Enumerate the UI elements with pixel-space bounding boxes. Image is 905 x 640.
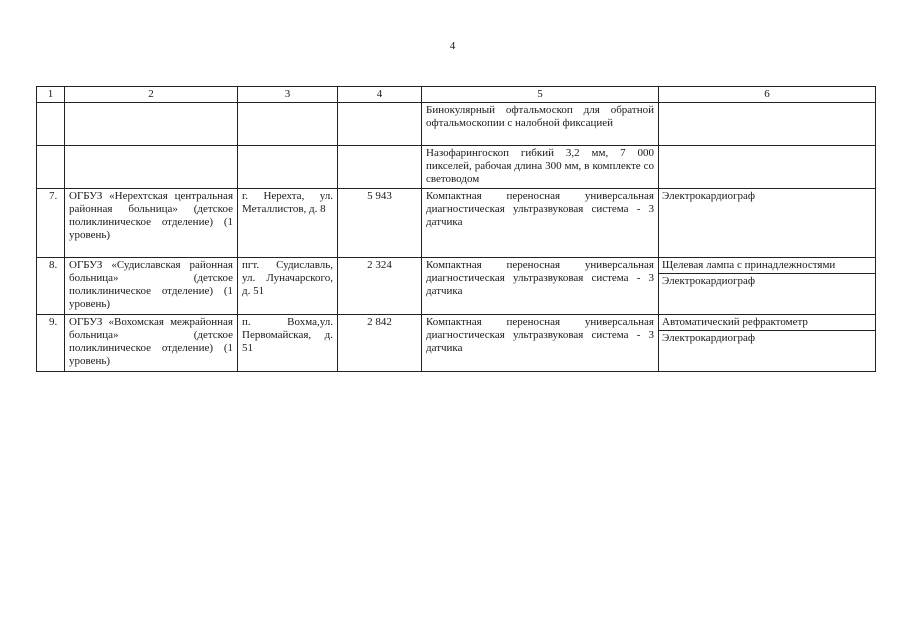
organization-cell: ОГБУЗ «Судиславская районная больница» (детское поликлиническое отделение) (1 уровень) [65, 258, 238, 315]
item-entry: Электрокардиограф [662, 332, 756, 344]
column-header: 2 [65, 87, 238, 103]
row-number-cell [37, 146, 65, 189]
count-cell: 2 842 [338, 315, 422, 372]
count-cell: 2 324 [338, 258, 422, 315]
column-header: 6 [659, 87, 876, 103]
header-row [37, 87, 876, 103]
table-row [37, 258, 876, 315]
equipment-cell: Компактная переносная универсальная диагностическая ультразвуковая система - 3 датчика [422, 315, 659, 372]
column-header: 1 [37, 87, 65, 103]
equipment-cell: Бинокулярный офтальмоскоп для обратной офтальмоскопии с налобной фиксацией [422, 103, 659, 146]
row-number-cell: 8. [37, 258, 65, 315]
column-header: 4 [338, 87, 422, 103]
table-row [37, 146, 876, 189]
item-entry: Электрокардиограф [662, 275, 756, 287]
address-cell: пгт. Судиславль, ул. Луначарского, д. 51 [238, 258, 338, 315]
organization-cell: ОГБУЗ «Нерехтская центральная районная больница» (детское поликлиническое отделение) (1 уровень) [65, 189, 238, 258]
item-entry: Щелевая лампа с принадлежностями [659, 258, 875, 274]
organization-cell [65, 103, 238, 146]
equipment-cell: Назофарингоскоп гибкий 3,2 мм, 7 000 пикселей, рабочая длина 300 мм, в комплекте со световодом [422, 146, 659, 189]
address-cell [238, 146, 338, 189]
organization-cell [65, 146, 238, 189]
address-cell [238, 103, 338, 146]
row-number-cell [37, 103, 65, 146]
item-entry: Автоматический рефрактометр [659, 315, 875, 331]
column-header: 5 [422, 87, 659, 103]
row-number-cell: 9. [37, 315, 65, 372]
row-number-cell: 7. [37, 189, 65, 258]
equipment-table [36, 86, 876, 372]
count-cell: 5 943 [338, 189, 422, 258]
table-row [37, 189, 876, 258]
page-number: 4 [449, 40, 456, 52]
organization-cell: ОГБУЗ «Вохомская межрайонная больница» (детское поликлиническое отделение) (1 уровень) [65, 315, 238, 372]
column-header: 3 [238, 87, 338, 103]
items-cell [659, 189, 876, 258]
equipment-cell: Компактная переносная универсальная диагностическая ультразвуковая система - 3 датчика [422, 258, 659, 315]
count-cell [338, 146, 422, 189]
equipment-cell: Компактная переносная универсальная диагностическая ультразвуковая система - 3 датчика [422, 189, 659, 258]
items-cell [659, 146, 876, 189]
address-cell: п. Вохма,ул. Первомайская, д. 51 [238, 315, 338, 372]
table-row [37, 103, 876, 146]
items-cell [659, 103, 876, 146]
table-row [37, 315, 876, 372]
item-entry: Электрокардиограф [662, 190, 756, 202]
items-cell [659, 258, 876, 315]
address-cell: г. Нерехта, ул. Металлистов, д. 8 [238, 189, 338, 258]
items-cell [659, 315, 876, 372]
count-cell [338, 103, 422, 146]
